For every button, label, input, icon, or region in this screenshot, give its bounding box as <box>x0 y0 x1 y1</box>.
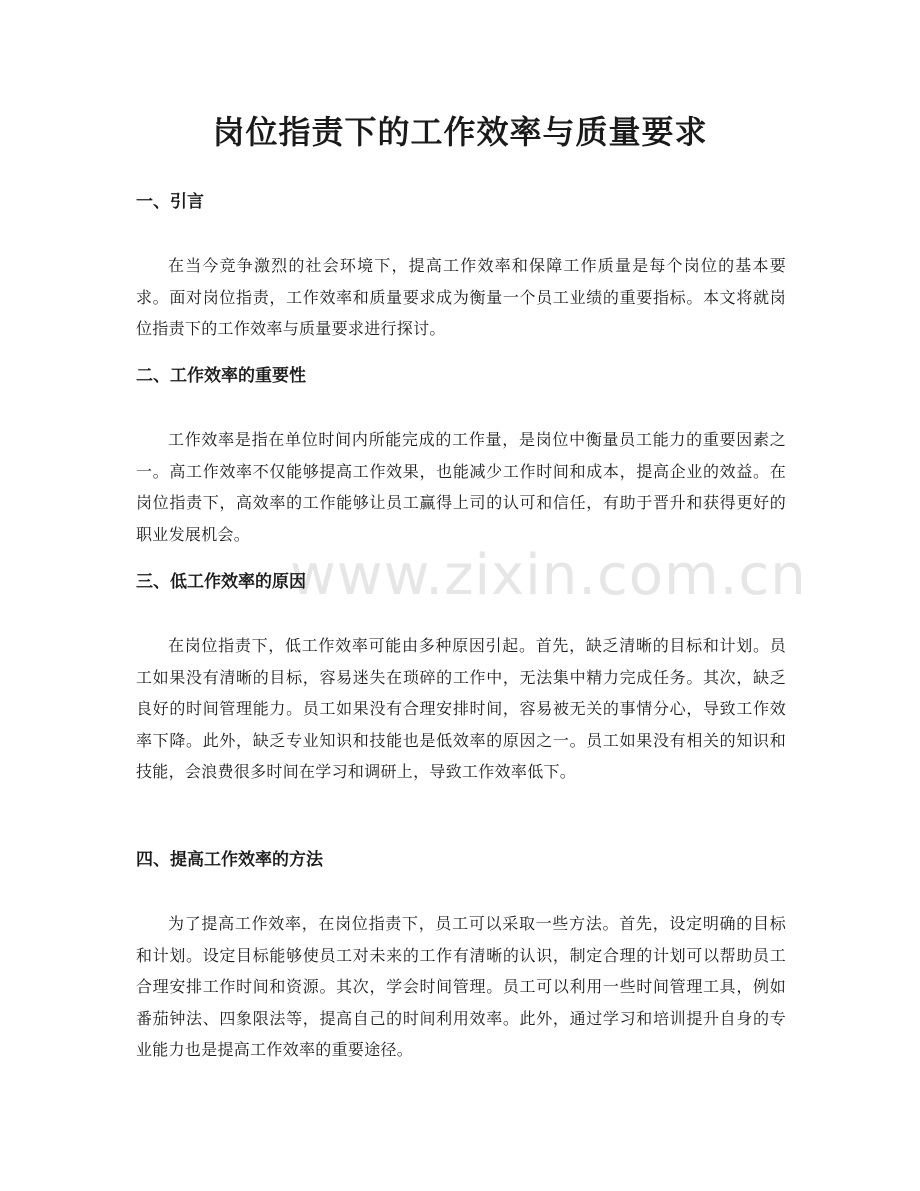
document-title: 岗位指责下的工作效率与质量要求 <box>212 113 708 151</box>
section-paragraph: 在当今竞争激烈的社会环境下，提高工作效率和保障工作质量是每个岗位的基本要求。面对岗位指责，工作效率和质量要求成为衡量一个员工业绩的重要指标。本文将就岗位指责下的工作效率与质量要求进行探讨。 <box>136 256 786 339</box>
section-heading: 三、低工作效率的原因 <box>136 572 306 592</box>
section-methods <box>136 846 786 1066</box>
section-heading: 四、提高工作效率的方法 <box>136 850 323 870</box>
section-importance <box>136 362 786 550</box>
section-heading: 二、工作效率的重要性 <box>136 366 306 386</box>
section-paragraph: 在岗位指责下，低工作效率可能由多种原因引起。首先，缺乏清晰的目标和计划。员工如果没有清晰的目标，容易迷失在琐碎的工作中，无法集中精力完成任务。其次，缺乏良好的时间管理能力。员工如果没有合理安排时间，容易被无关的事情分心，导致工作效率下降。此外，缺乏专业知识和技能也是低效率的原因之一。员工如果没有相关的知识和技能，会浪费很多时间在学习和调研上，导致工作效率低下。 <box>136 636 786 782</box>
section-heading: 一、引言 <box>136 192 204 212</box>
section-paragraph: 工作效率是指在单位时间内所能完成的工作量，是岗位中衡量员工能力的重要因素之一。高工作效率不仅能够提高工作效果，也能减少工作时间和成本，提高企业的效益。在岗位指责下，高效率的工作能够让员工赢得上司的认可和信任，有助于晋升和获得更好的职业发展机会。 <box>136 430 786 544</box>
watermark: www.zixin.com.cn <box>290 543 807 608</box>
section-causes <box>136 568 786 788</box>
section-paragraph: 为了提高工作效率，在岗位指责下，员工可以采取一些方法。首先，设定明确的目标和计划。设定目标能够使员工对未来的工作有清晰的认识，制定合理的计划可以帮助员工合理安排工作时间和资源。其次，学会时间管理。员工可以利用一些时间管理工具，例如番茄钟法、四象限法等，提高自己的时间利用效率。此外，通过学习和培训提升自身的专业能力也是提高工作效率的重要途径。 <box>136 914 786 1060</box>
section-introduction <box>136 188 786 345</box>
